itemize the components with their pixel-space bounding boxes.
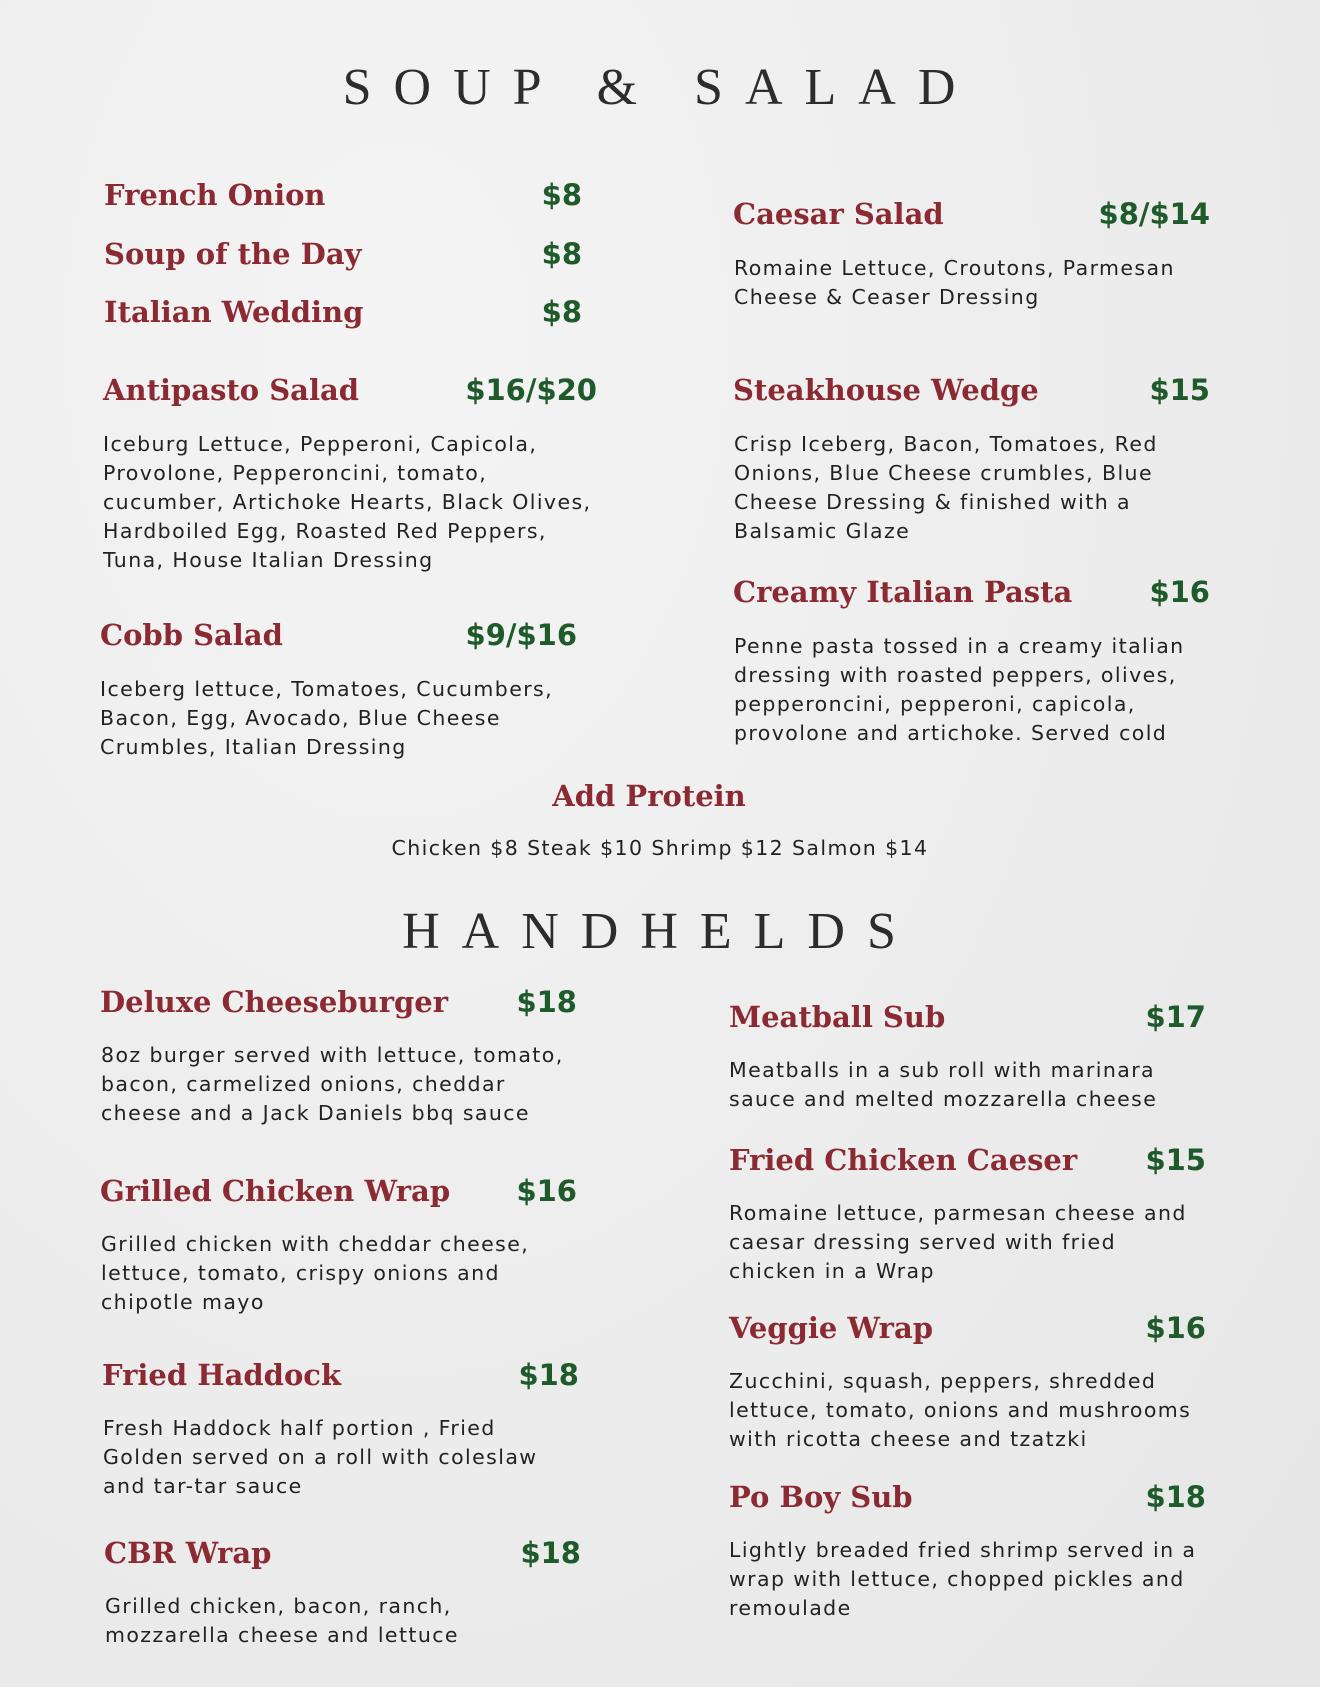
item-price: $16	[516, 1174, 577, 1208]
description-line: 8oz burger served with lettuce, tomato,	[101, 1043, 564, 1067]
item-name: Po Boy Sub	[729, 1480, 913, 1514]
description-line: bacon, carmelized onions, cheddar	[101, 1072, 506, 1096]
item-name: Italian Wedding	[104, 295, 364, 329]
description-line: Romaine Lettuce, Croutons, Parmesan	[734, 256, 1175, 280]
item-description	[734, 430, 1254, 546]
item-price: $15	[1145, 1143, 1206, 1177]
description-line: cucumber, Artichoke Hearts, Black Olives,	[103, 490, 592, 514]
item-price: $8	[541, 178, 582, 212]
section-title-handhelds: HANDHELDS	[402, 903, 918, 960]
description-line: Balsamic Glaze	[734, 519, 911, 543]
item-name: Soup of the Day	[104, 237, 362, 271]
description-line: Provolone, Pepperoncini, tomato,	[103, 461, 488, 485]
item-price: $16	[1145, 1311, 1206, 1345]
description-line: Crisp Iceberg, Bacon, Tomatoes, Red	[734, 432, 1158, 456]
item-name: Cobb Salad	[100, 618, 283, 652]
item-name: Meatball Sub	[729, 1000, 946, 1034]
description-line: Grilled chicken with cheddar cheese,	[101, 1232, 530, 1256]
description-line: Crumbles, Italian Dressing	[100, 735, 407, 759]
description-line: provolone and artichoke. Served cold	[734, 721, 1168, 745]
description-line: remoulade	[729, 1596, 852, 1620]
item-description	[729, 1536, 1289, 1623]
add-protein-title: Add Protein	[552, 779, 746, 813]
item-price: $8	[541, 237, 582, 271]
item-description	[103, 1414, 623, 1501]
item-description	[105, 1592, 625, 1650]
item-description	[734, 632, 1274, 748]
description-line: Onions, Blue Cheese crumbles, Blue	[734, 461, 1153, 485]
description-line: Hardboiled Egg, Roasted Red Peppers,	[103, 519, 547, 543]
item-price: $8/$14	[1098, 197, 1210, 231]
description-line: lettuce, tomato, onions and mushrooms	[729, 1398, 1192, 1422]
item-price: $18	[520, 1536, 581, 1570]
item-description	[734, 254, 1254, 312]
item-name: CBR Wrap	[104, 1536, 272, 1570]
item-name: Grilled Chicken Wrap	[100, 1174, 451, 1208]
item-description	[729, 1199, 1269, 1286]
description-line: chicken in a Wrap	[729, 1259, 935, 1283]
item-price: $16	[1149, 575, 1210, 609]
item-name: Antipasto Salad	[103, 373, 360, 407]
item-description	[729, 1367, 1269, 1454]
description-line: Bacon, Egg, Avocado, Blue Cheese	[100, 706, 501, 730]
description-line: cheese and a Jack Daniels bbq sauce	[101, 1101, 530, 1125]
item-name: French Onion	[104, 178, 326, 212]
item-price: $17	[1145, 1000, 1206, 1034]
description-line: Meatballs in a sub roll with marinara	[729, 1058, 1155, 1082]
description-line: Iceberg lettuce, Tomatoes, Cucumbers,	[100, 677, 554, 701]
description-line: Penne pasta tossed in a creamy italian	[734, 634, 1185, 658]
description-line: pepperoncini, pepperoni, capicola,	[734, 692, 1136, 716]
description-line: caesar dressing served with fried	[729, 1230, 1116, 1254]
item-name: Steakhouse Wedge	[733, 373, 1039, 407]
description-line: Lightly breaded fried shrimp served in a	[729, 1538, 1197, 1562]
item-name: Fried Chicken Caeser	[729, 1143, 1078, 1177]
add-protein-prices: Chicken $8 Steak $10 Shrimp $12 Salmon $14	[391, 836, 929, 860]
description-line: Cheese Dressing & finished with a	[734, 490, 1131, 514]
description-line: mozzarella cheese and lettuce	[105, 1623, 459, 1647]
description-line: Cheese & Ceaser Dressing	[734, 285, 1040, 309]
description-line: Zucchini, squash, peppers, shredded	[729, 1369, 1157, 1393]
item-name: Veggie Wrap	[729, 1311, 934, 1345]
item-price: $18	[518, 1358, 579, 1392]
item-price: $16/$20	[465, 373, 597, 407]
description-line: sauce and melted mozzarella cheese	[729, 1087, 1158, 1111]
item-price: $15	[1149, 373, 1210, 407]
description-line: Tuna, House Italian Dressing	[103, 548, 434, 572]
section-title-soup-salad: SOUP & SALAD	[342, 59, 978, 116]
item-price: $9/$16	[465, 618, 577, 652]
item-price: $8	[541, 295, 582, 329]
item-description	[101, 1041, 621, 1128]
item-name: Deluxe Cheeseburger	[100, 985, 449, 1019]
description-line: Romaine lettuce, parmesan cheese and	[729, 1201, 1187, 1225]
description-line: and tar-tar sauce	[103, 1474, 303, 1498]
description-line: Fresh Haddock half portion , Fried	[103, 1416, 496, 1440]
item-description	[103, 430, 623, 575]
description-line: wrap with lettuce, chopped pickles and	[729, 1567, 1185, 1591]
description-line: lettuce, tomato, crispy onions and	[101, 1261, 500, 1285]
item-price: $18	[1145, 1480, 1206, 1514]
item-description	[100, 675, 620, 762]
description-line: with ricotta cheese and tzatzki	[729, 1427, 1088, 1451]
description-line: dressing with roasted peppers, olives,	[734, 663, 1177, 687]
description-line: Grilled chicken, bacon, ranch,	[105, 1594, 452, 1618]
item-description	[729, 1056, 1269, 1114]
item-description	[101, 1230, 621, 1317]
description-line: Golden served on a roll with coleslaw	[103, 1445, 538, 1469]
description-line: Iceburg Lettuce, Pepperoni, Capicola,	[103, 432, 538, 456]
item-name: Fried Haddock	[102, 1358, 342, 1392]
description-line: chipotle mayo	[101, 1290, 265, 1314]
item-name: Creamy Italian Pasta	[733, 575, 1073, 609]
item-name: Caesar Salad	[733, 197, 944, 231]
item-price: $18	[516, 985, 577, 1019]
